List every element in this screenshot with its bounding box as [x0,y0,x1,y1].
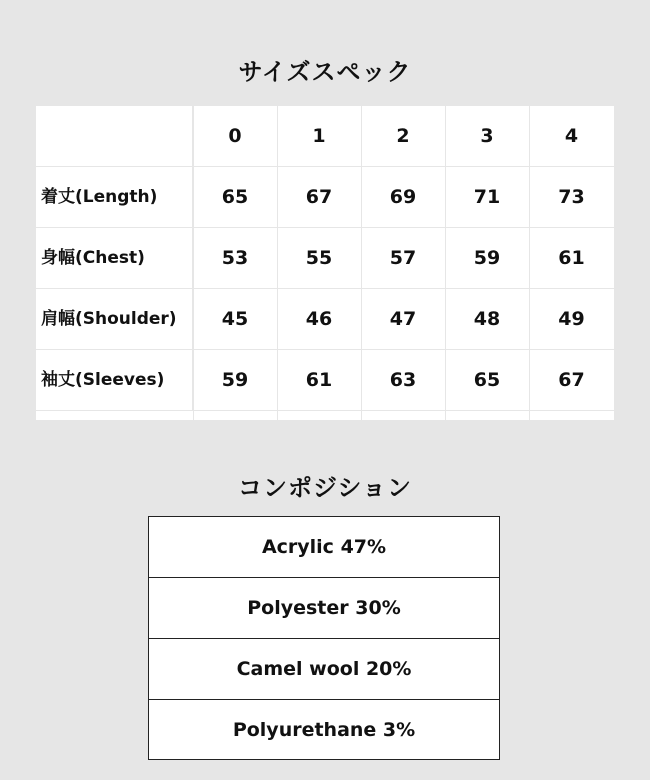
measurement-value: 73 [558,186,585,208]
size-column-header: 0 [228,125,242,147]
measurement-value: 53 [221,247,249,269]
size-column-header: 2 [396,125,410,147]
measurement-value: 61 [305,369,333,391]
measurement-value: 59 [221,369,249,391]
size-row-chest [36,228,614,289]
composition-title: コンポジション [238,474,412,502]
measurement-value: 48 [473,308,501,330]
measurement-value: 71 [473,186,501,208]
size-column-header: 4 [564,125,579,147]
measurement-value: 49 [558,308,585,330]
measurement-label: 袖丈(Sleeves) [36,350,193,410]
composition-table [148,516,500,760]
composition-item: Camel wool 20% [149,639,499,700]
measurement-value: 47 [389,308,417,330]
measurement-value: 45 [221,308,249,330]
size-spec-table [36,106,614,420]
measurement-label: 身幅(Chest) [36,228,193,288]
measurement-value: 55 [305,247,333,269]
measurement-value: 59 [473,247,501,269]
size-row-sleeves [36,350,614,411]
size-column-header: 3 [480,125,494,147]
measurement-label: 肩幅(Shoulder) [36,289,193,349]
size-header-row [36,106,614,167]
size-row-length [36,167,614,228]
measurement-value: 63 [389,369,417,391]
measurement-label: 着丈(Length) [36,167,193,227]
measurement-value: 46 [305,308,333,330]
measurement-value: 65 [473,369,501,391]
measurement-value: 67 [558,369,585,391]
composition-item: Polyester 30% [149,578,499,639]
measurement-value: 65 [221,186,249,208]
header-empty-cell [36,106,193,166]
measurement-value: 57 [389,247,417,269]
measurement-value: 67 [305,186,333,208]
measurement-value: 61 [558,247,585,269]
size-spec-title: サイズスペック [238,58,412,86]
composition-item: Acrylic 47% [149,517,499,578]
measurement-value: 69 [389,186,417,208]
size-column-header: 1 [312,125,326,147]
composition-item: Polyurethane 3% [232,719,416,741]
size-row-shoulder [36,289,614,350]
